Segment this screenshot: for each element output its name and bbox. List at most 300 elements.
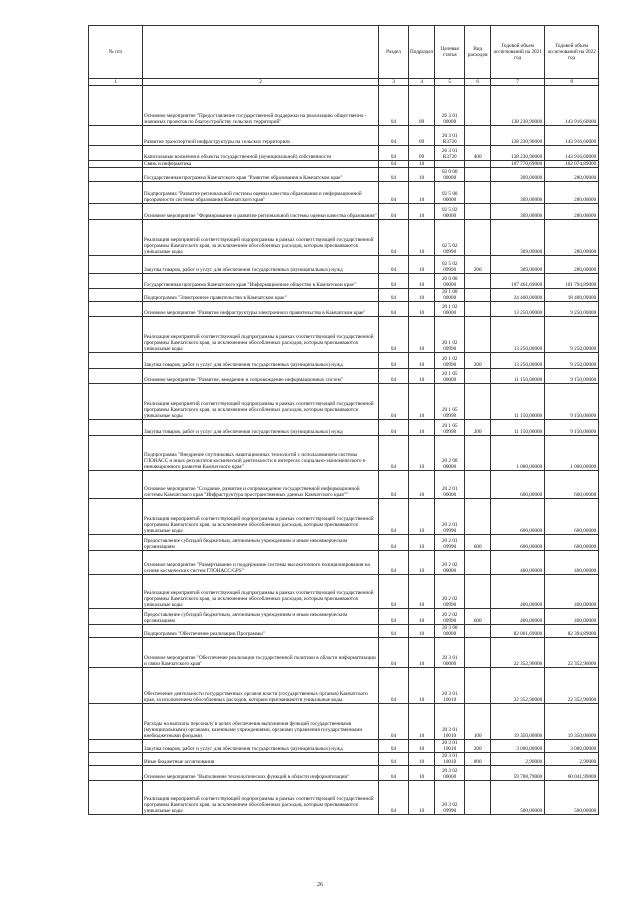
table-row (89, 384, 599, 420)
row-expense-type (465, 551, 491, 575)
row-amount-2021: 2,90000 (491, 753, 545, 766)
row-amount-2021: 11 150,00000 (491, 384, 545, 420)
table-row (89, 126, 599, 146)
row-razdel: 04 (379, 353, 409, 369)
row-amount-2022: 101 794,89000 (545, 274, 599, 289)
row-podrazdel: 10 (409, 289, 435, 302)
table-row (89, 551, 599, 575)
colnum-4: 4 (409, 79, 435, 86)
row-target-article: 20 3 01 10010 (435, 753, 465, 766)
row-target-article: 26 3 01 R3720 (435, 126, 465, 146)
row-amount-2022: 9 150,00000 (545, 369, 599, 384)
row-amount-2022: 280,00000 (545, 204, 599, 220)
row-name: Реализация мероприятий соответствующей подпрограммы в рамках соответствующей государственной программы Камчатского края, за исключением обособленных расходов, которым присваиваются уникальные коды (143, 220, 379, 256)
row-target-article: 20 3 01 10010 (435, 740, 465, 753)
row-expense-type (465, 302, 491, 317)
row-expense-type: 200 (465, 256, 491, 274)
row-amount-2022: 60 041,99000 (545, 766, 599, 781)
row-amount-2022: 280,00000 (545, 220, 599, 256)
row-podrazdel: 10 (409, 436, 435, 471)
row-amount-2022: 3 000,00000 (545, 740, 599, 753)
row-amount-2022: 18 400,00000 (545, 289, 599, 302)
row-name: Государственная программа Камчатского края "Информационное общество в Камчатском крае" (143, 274, 379, 289)
row-amount-2022: 600,00000 (545, 471, 599, 499)
row-amount-2022: 280,00000 (545, 182, 599, 204)
table-row (89, 535, 599, 551)
table-row (89, 436, 599, 471)
num-cell (89, 668, 143, 704)
row-name: Основное мероприятие "Выполнение технологических функций в области информатизации" (143, 766, 379, 781)
row-razdel: 04 (379, 740, 409, 753)
row-podrazdel: 10 (409, 766, 435, 781)
row-razdel: 04 (379, 625, 409, 638)
row-razdel: 04 (379, 384, 409, 420)
row-razdel: 04 (379, 471, 409, 499)
row-name: Подпрограмма "Обеспечение реализации Программы" (143, 625, 379, 638)
row-amount-2021: 309,00000 (491, 182, 545, 204)
num-cell (89, 353, 143, 369)
row-expense-type (465, 436, 491, 471)
row-name: Реализация мероприятий соответствующей подпрограммы в рамках соответствующей государственной программы Камчатского края, за исключением обособленных расходов, которым присваиваются уникальные коды (143, 781, 379, 815)
num-cell (89, 499, 143, 535)
row-target-article: 02 0 00 00000 (435, 168, 465, 182)
num-cell (89, 625, 143, 638)
row-target-article: 20 3 01 00000 (435, 638, 465, 668)
row-amount-2021: 138 230,90000 (491, 146, 545, 161)
row-expense-type (465, 204, 491, 220)
num-cell (89, 302, 143, 317)
table-row (89, 86, 599, 126)
row-podrazdel: 10 (409, 353, 435, 369)
row-razdel: 04 (379, 609, 409, 625)
row-name: Подпрограмма "Внедрение спутниковых навигационных технологий с использованием системы ГЛОНАСС и иных результатов космической деятельности в интересах социально-экономического и инновационного развития Камчатского края" (143, 436, 379, 471)
row-amount-2021: 19 350,00000 (491, 704, 545, 740)
table-row (89, 781, 599, 815)
column-number-row (89, 79, 599, 86)
row-target-article: 20 3 01 10010 (435, 668, 465, 704)
row-podrazdel: 10 (409, 704, 435, 740)
row-name: Предоставление субсидий бюджетным, автономным учреждениям и иным некоммерческим организациям (143, 609, 379, 625)
table-body (89, 86, 599, 815)
row-expense-type (465, 499, 491, 535)
row-name: Государственная программа Камчатского края "Развитие образования в Камчатском крае" (143, 168, 379, 182)
row-amount-2021: 11 150,00000 (491, 420, 545, 436)
row-amount-2021: 107 770,69000 (491, 161, 545, 168)
row-amount-2021: 13 250,00000 (491, 317, 545, 353)
row-podrazdel: 10 (409, 384, 435, 420)
row-expense-type (465, 668, 491, 704)
row-expense-type (465, 781, 491, 815)
row-target-article: 02 5 02 00000 (435, 204, 465, 220)
colnum-2: 2 (143, 79, 379, 86)
row-expense-type: 100 (465, 704, 491, 740)
row-target-article: 20 2 02 09990 (435, 575, 465, 609)
row-amount-2022: 22 352,90000 (545, 668, 599, 704)
table-row (89, 302, 599, 317)
table-row (89, 575, 599, 609)
colnum-6: 6 (465, 79, 491, 86)
table-row (89, 638, 599, 668)
num-cell (89, 766, 143, 781)
header-year-2021: Годовой объем ассигнований на 2021 год (491, 26, 545, 79)
table-row (89, 625, 599, 638)
num-cell (89, 274, 143, 289)
row-razdel: 04 (379, 317, 409, 353)
row-amount-2021: 600,00000 (491, 471, 545, 499)
num-cell (89, 781, 143, 815)
row-expense-type (465, 471, 491, 499)
row-target-article: 20 1 05 09990 (435, 420, 465, 436)
row-name: Подпрограмма "Электронное правительство в Камчатском крае" (143, 289, 379, 302)
row-target-article: 20 3 02 09990 (435, 781, 465, 815)
num-cell (89, 740, 143, 753)
num-cell (89, 436, 143, 471)
num-cell (89, 704, 143, 740)
row-amount-2021: 1 000,00000 (491, 436, 545, 471)
row-name: Обеспечение деятельности государственных органов власти (государственных органов) Камчатского края, за исключением обособленных расходов, которым присваиваются уникальные коды. (143, 668, 379, 704)
row-target-article: 20 1 02 00000 (435, 302, 465, 317)
row-target-article: 20 2 02 00000 (435, 551, 465, 575)
row-razdel: 04 (379, 168, 409, 182)
row-name: Основное мероприятие "Развитие, внедрение и сопровождение информационных систем" (143, 369, 379, 384)
num-cell (89, 256, 143, 274)
row-amount-2021: 24 400,00000 (491, 289, 545, 302)
row-target-article: 02 5 02 09990 (435, 220, 465, 256)
row-amount-2021: 600,00000 (491, 535, 545, 551)
num-cell (89, 161, 143, 168)
colnum-3: 3 (379, 79, 409, 86)
row-podrazdel: 09 (409, 86, 435, 126)
row-razdel: 04 (379, 204, 409, 220)
row-amount-2021: 309,00000 (491, 256, 545, 274)
row-razdel: 04 (379, 781, 409, 815)
row-name: Реализация мероприятий соответствующей подпрограммы в рамках соответствующей государственной программы Камчатского края, за исключением обособленных расходов, которым присваиваются уникальные коды (143, 575, 379, 609)
row-amount-2021: 22 352,90000 (491, 638, 545, 668)
row-target-article: 20 2 01 09990 (435, 499, 465, 535)
header-num: № п/п (89, 26, 143, 79)
row-target-article: 26 3 01 00000 (435, 86, 465, 126)
row-expense-type (465, 384, 491, 420)
row-amount-2021: 11 150,00000 (491, 369, 545, 384)
row-name: Предоставление субсидий бюджетным, автономным учреждениям и иным некоммерческим организациям (143, 535, 379, 551)
row-expense-type (465, 220, 491, 256)
table-row (89, 609, 599, 625)
row-amount-2021: 107 461,69000 (491, 274, 545, 289)
row-name: Подпрограмма "Развитие региональной системы оценки качества образования и информационной прозрачности системы образования Камчатского края" (143, 182, 379, 204)
row-razdel: 04 (379, 575, 409, 609)
table-row (89, 420, 599, 436)
row-podrazdel: 10 (409, 753, 435, 766)
row-podrazdel: 10 (409, 256, 435, 274)
row-target-article (435, 161, 465, 168)
row-amount-2022: 143 916,60000 (545, 126, 599, 146)
num-cell (89, 182, 143, 204)
num-cell (89, 420, 143, 436)
num-cell (89, 204, 143, 220)
table-row (89, 499, 599, 535)
row-amount-2021: 138 230,90000 (491, 86, 545, 126)
row-target-article: 20 0 00 00000 (435, 274, 465, 289)
row-razdel: 04 (379, 369, 409, 384)
row-expense-type (465, 369, 491, 384)
row-expense-type (465, 575, 491, 609)
row-expense-type: 800 (465, 753, 491, 766)
table-row (89, 471, 599, 499)
row-razdel: 04 (379, 420, 409, 436)
colnum-1: 1 (89, 79, 143, 86)
row-target-article: 20 1 02 09990 (435, 353, 465, 369)
row-podrazdel: 10 (409, 740, 435, 753)
row-target-article: 20 1 05 09990 (435, 384, 465, 420)
row-podrazdel: 10 (409, 625, 435, 638)
row-expense-type: 200 (465, 353, 491, 369)
num-cell (89, 168, 143, 182)
table-row (89, 204, 599, 220)
table-header-row (89, 26, 599, 79)
table-row (89, 668, 599, 704)
row-amount-2021: 400,00000 (491, 575, 545, 609)
row-podrazdel: 10 (409, 499, 435, 535)
row-target-article: 26 3 01 R3720 (435, 146, 465, 161)
row-expense-type: 200 (465, 420, 491, 436)
table-row (89, 274, 599, 289)
row-target-article: 20 1 05 00000 (435, 369, 465, 384)
row-podrazdel: 10 (409, 609, 435, 625)
row-podrazdel: 09 (409, 126, 435, 146)
row-target-article: 20 3 00 00000 (435, 625, 465, 638)
row-name: Основное мероприятие "Развитие инфраструктуры электронного правительства в Камчатском крае" (143, 302, 379, 317)
row-target-article: 20 1 02 09990 (435, 317, 465, 353)
row-expense-type (465, 625, 491, 638)
row-razdel: 04 (379, 436, 409, 471)
row-target-article: 02 5 00 00000 (435, 182, 465, 204)
row-razdel: 04 (379, 499, 409, 535)
row-podrazdel: 10 (409, 781, 435, 815)
row-name: Закупка товаров, работ и услуг для обеспечения государственных (муниципальных) нужд (143, 740, 379, 753)
table-row (89, 220, 599, 256)
row-expense-type (465, 766, 491, 781)
num-cell (89, 369, 143, 384)
row-name: Расходы на выплаты персоналу в целях обеспечения выполнения функций государственными (муниципальными) органами, казенными учреждениями, органами управления государственными внебюджетными фондами (143, 704, 379, 740)
row-expense-type: 200 (465, 740, 491, 753)
row-target-article: 20 3 02 00000 (435, 766, 465, 781)
row-podrazdel: 10 (409, 575, 435, 609)
row-target-article: 20 2 01 00000 (435, 471, 465, 499)
row-amount-2022: 9 250,00000 (545, 302, 599, 317)
row-podrazdel: 10 (409, 168, 435, 182)
num-cell (89, 551, 143, 575)
table-row (89, 256, 599, 274)
row-name: Основное мероприятие "Создание, развитие и сопровождение государственной информационной системы Камчатского края "Инфраструктура пространственных данных Камчатского края"" (143, 471, 379, 499)
row-podrazdel: 10 (409, 668, 435, 704)
row-expense-type (465, 274, 491, 289)
row-target-article: 02 5 02 09990 (435, 256, 465, 274)
row-amount-2022: 143 916,60000 (545, 86, 599, 126)
table-row (89, 753, 599, 766)
num-cell (89, 535, 143, 551)
row-amount-2022: 400,00000 (545, 609, 599, 625)
row-target-article: 20 1 00 00000 (435, 289, 465, 302)
row-podrazdel: 10 (409, 317, 435, 353)
row-amount-2022: 280,00000 (545, 256, 599, 274)
row-podrazdel: 10 (409, 161, 435, 168)
row-expense-type (465, 638, 491, 668)
row-target-article: 20 2 02 09990 (435, 609, 465, 625)
num-cell (89, 317, 143, 353)
colnum-5: 5 (435, 79, 465, 86)
table-row (89, 740, 599, 753)
row-name: Основное мероприятие "Развертывание и поддержание системы высокоточного позиционирования на основе космических систем ГЛОНАСС/GPS" (143, 551, 379, 575)
num-cell (89, 126, 143, 146)
row-name: Основное мероприятие "Формирование и развитие региональной системы оценки качества образования" (143, 204, 379, 220)
row-amount-2022: 19 350,00000 (545, 704, 599, 740)
table-row (89, 353, 599, 369)
row-podrazdel: 10 (409, 204, 435, 220)
table-row (89, 161, 599, 168)
row-expense-type: 600 (465, 535, 491, 551)
colnum-8: 8 (545, 79, 599, 86)
row-amount-2021: 600,00000 (491, 499, 545, 535)
row-name: Капитальные вложения в объекты государственной (муниципальной) собственности (143, 146, 379, 161)
row-amount-2021: 309,00000 (491, 220, 545, 256)
row-razdel: 04 (379, 753, 409, 766)
num-cell (89, 753, 143, 766)
header-target-article: Целевая статья (435, 26, 465, 79)
row-amount-2021: 500,00000 (491, 781, 545, 815)
table-row (89, 369, 599, 384)
row-amount-2021: 309,00000 (491, 204, 545, 220)
row-amount-2021: 400,00000 (491, 609, 545, 625)
row-razdel: 04 (379, 86, 409, 126)
row-name: Иные бюджетные ассигнования (143, 753, 379, 766)
row-razdel: 04 (379, 668, 409, 704)
row-razdel: 04 (379, 182, 409, 204)
row-razdel: 04 (379, 289, 409, 302)
row-target-article: 20 2 01 09990 (435, 535, 465, 551)
row-amount-2022: 9 250,00000 (545, 317, 599, 353)
row-razdel: 04 (379, 161, 409, 168)
colnum-7: 7 (491, 79, 545, 86)
num-cell (89, 146, 143, 161)
row-podrazdel: 10 (409, 369, 435, 384)
row-razdel: 04 (379, 704, 409, 740)
row-amount-2022: 500,00000 (545, 781, 599, 815)
row-amount-2021: 22 352,90000 (491, 668, 545, 704)
row-podrazdel: 10 (409, 220, 435, 256)
row-amount-2021: 13 250,00000 (491, 353, 545, 369)
num-cell (89, 471, 143, 499)
table-row (89, 289, 599, 302)
row-amount-2021: 309,00000 (491, 168, 545, 182)
row-amount-2021: 138 230,90000 (491, 126, 545, 146)
row-razdel: 04 (379, 551, 409, 575)
num-cell (89, 575, 143, 609)
row-name: Основное мероприятие "Предоставление государственной поддержки на реализацию общественно - значимых проектов по благоустройству сельских территорий" (143, 86, 379, 126)
row-podrazdel: 10 (409, 551, 435, 575)
num-cell (89, 609, 143, 625)
table-row (89, 704, 599, 740)
header-year-2022: Годовой объем ассигнований на 2022 год (545, 26, 599, 79)
table-row (89, 146, 599, 161)
num-cell (89, 86, 143, 126)
row-amount-2022: 400,00000 (545, 575, 599, 609)
row-name: Развитие транспортной инфраструктуры на сельских территориях (143, 126, 379, 146)
row-razdel: 04 (379, 302, 409, 317)
num-cell (89, 220, 143, 256)
row-name: Закупка товаров, работ и услуг для обеспечения государственных (муниципальных) нужд (143, 256, 379, 274)
row-razdel: 04 (379, 766, 409, 781)
row-amount-2022: 9 150,00000 (545, 420, 599, 436)
row-amount-2021: 400,00000 (491, 551, 545, 575)
row-target-article: 20 3 01 10010 (435, 704, 465, 740)
row-amount-2021: 82 061,69000 (491, 625, 545, 638)
row-expense-type (465, 168, 491, 182)
header-razdel: Раздел (379, 26, 409, 79)
row-podrazdel: 10 (409, 535, 435, 551)
row-razdel: 04 (379, 146, 409, 161)
row-razdel: 04 (379, 274, 409, 289)
row-amount-2022: 1 000,00000 (545, 436, 599, 471)
row-amount-2022: 143 916,60000 (545, 146, 599, 161)
row-amount-2022: 600,00000 (545, 535, 599, 551)
row-amount-2022: 9 250,00000 (545, 353, 599, 369)
row-amount-2022: 9 150,00000 (545, 384, 599, 420)
row-podrazdel: 10 (409, 182, 435, 204)
row-razdel: 04 (379, 638, 409, 668)
row-podrazdel: 10 (409, 420, 435, 436)
row-name: Реализация мероприятий соответствующей подпрограммы в рамках соответствующей государственной программы Камчатского края, за исключением обособленных расходов, которым присваиваются уникальные коды (143, 499, 379, 535)
header-podrazdel: Подраздел (409, 26, 435, 79)
row-expense-type (465, 86, 491, 126)
page-number: 26 (317, 882, 323, 888)
row-amount-2022: 2,90000 (545, 753, 599, 766)
budget-table (88, 25, 599, 815)
row-podrazdel: 10 (409, 638, 435, 668)
row-expense-type (465, 182, 491, 204)
row-podrazdel: 10 (409, 274, 435, 289)
row-expense-type (465, 289, 491, 302)
row-amount-2022: 400,00000 (545, 551, 599, 575)
row-podrazdel: 10 (409, 302, 435, 317)
row-amount-2022: 82 394,89000 (545, 625, 599, 638)
row-podrazdel: 09 (409, 146, 435, 161)
row-name: Связь и информатика (143, 161, 379, 168)
row-podrazdel: 10 (409, 471, 435, 499)
row-name: Закупка товаров, работ и услуг для обеспечения государственных (муниципальных) нужд (143, 420, 379, 436)
row-razdel: 04 (379, 220, 409, 256)
row-razdel: 04 (379, 256, 409, 274)
row-amount-2021: 59 708,79000 (491, 766, 545, 781)
row-name: Закупка товаров, работ и услуг для обеспечения государственных (муниципальных) нужд (143, 353, 379, 369)
row-target-article: 20 2 00 00000 (435, 436, 465, 471)
num-cell (89, 384, 143, 420)
row-name: Основное мероприятие "Обеспечение реализации государственной политики в области информатизации и связи Камчатского края" (143, 638, 379, 668)
header-expense-type: Вид расходов (465, 26, 491, 79)
table-row (89, 182, 599, 204)
table-row (89, 168, 599, 182)
row-expense-type: 600 (465, 609, 491, 625)
row-amount-2022: 22 352,90000 (545, 638, 599, 668)
num-cell (89, 638, 143, 668)
header-name (143, 26, 379, 79)
row-razdel: 04 (379, 535, 409, 551)
row-expense-type (465, 161, 491, 168)
row-razdel: 04 (379, 126, 409, 146)
table-row (89, 766, 599, 781)
num-cell (89, 289, 143, 302)
row-amount-2021: 13 250,00000 (491, 302, 545, 317)
row-expense-type: 400 (465, 146, 491, 161)
